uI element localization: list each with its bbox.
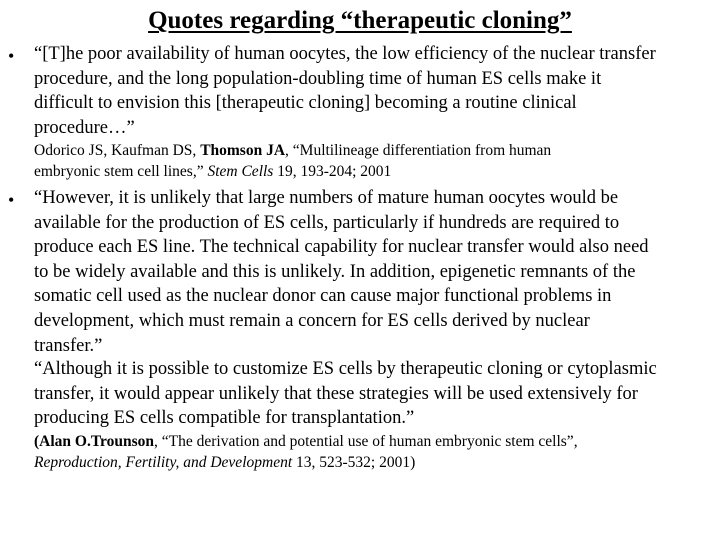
quote-1-line-3: difficult to envision this [therapeutic cloning] becoming a routine clinical [34, 93, 577, 114]
quote-2-line-2: available for the production of ES cells, particularly if hundreds are required to [34, 212, 620, 233]
citation-1-line-2 [34, 161, 694, 182]
citation-1-volume: 19, 193-204; 2001 [273, 163, 392, 180]
quote-3 [34, 357, 710, 431]
quote-3-line-3: producing ES cells compatible for transplantation.” [34, 408, 415, 429]
quote-2 [34, 186, 710, 358]
quote-2-line-4: to be widely available and this is unlikely. In addition, epigenetic remnants of the [34, 261, 636, 282]
citation-1-line-1 [34, 140, 694, 161]
citation-1-author-highlight: Thomson JA [200, 142, 286, 159]
quote-3-line-2: transfer, it would appear unlikely that these strategies will be used extensively for [34, 383, 638, 404]
citation-1 [34, 140, 694, 182]
quote-1-line-4: procedure…” [34, 117, 135, 138]
quote-3-line-1: “Although it is possible to customize ES cells by therapeutic cloning or cytoplasmic [34, 359, 657, 379]
citation-1-journal: Stem Cells [207, 163, 274, 180]
bullet-marker-2: • [8, 190, 15, 210]
quote-1 [34, 42, 710, 140]
citation-2 [34, 431, 694, 473]
citation-1-authors: Odorico JS, Kaufman DS, [34, 142, 201, 159]
citation-2-line-1 [34, 431, 694, 452]
citation-2-title: , “The derivation and potential use of human embryonic stem cells”, [154, 433, 578, 450]
quote-2-line-7: transfer.” [34, 335, 103, 356]
quote-2-line-3: produce each ES line. The technical capability for nuclear transfer would also need [34, 237, 649, 258]
slide-title: Quotes regarding “therapeutic cloning” [148, 7, 572, 34]
citation-1-title: , “Multilineage differentiation from human [285, 142, 552, 159]
quote-1-line-2: procedure, and the long population-doubling time of human ES cells make it [34, 68, 602, 89]
quote-1-line-1: “[T]he poor availability of human oocytes, the low efficiency of the nuclear transfer [34, 44, 656, 64]
quote-2-line-5: somatic cell used as the nuclear donor can cause major functional problems in [34, 286, 612, 307]
bullet-marker-1: • [8, 46, 15, 66]
citation-1-title-end: embryonic stem cell lines,” [34, 163, 208, 180]
citation-2-volume: 13, 523-532; 2001) [292, 454, 416, 471]
quote-2-line-1: “However, it is unlikely that large numbers of mature human oocytes would be [34, 188, 619, 208]
citation-2-journal: Reproduction, Fertility, and Development [34, 454, 293, 471]
citation-2-author: (Alan O.Trounson [34, 433, 155, 450]
citation-2-line-2 [34, 452, 694, 473]
quote-2-line-6: development, which must remain a concern for ES cells derived by nuclear [34, 310, 590, 331]
